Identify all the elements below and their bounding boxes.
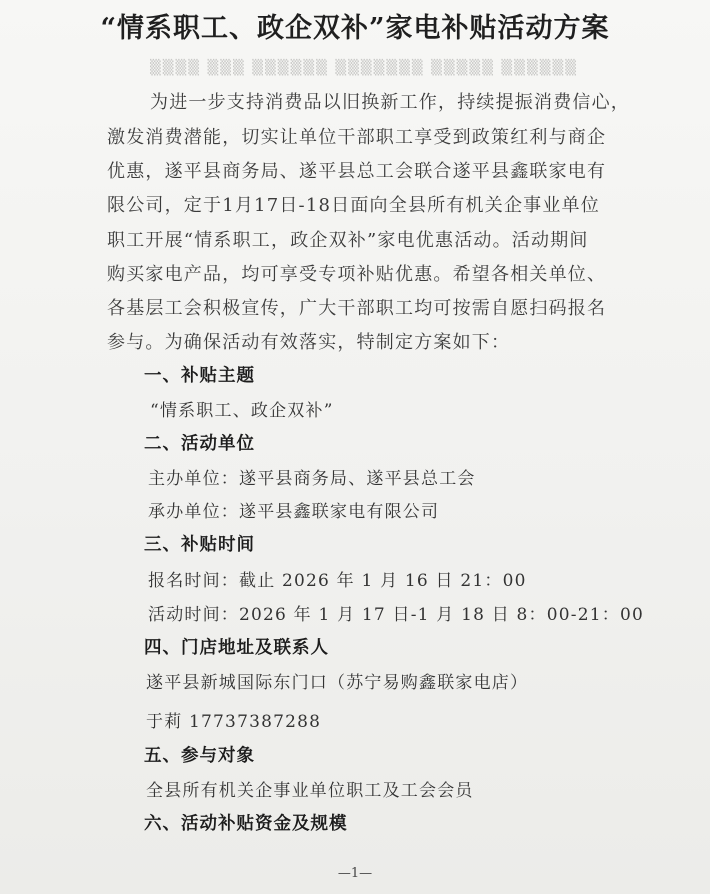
section-heading-6: 六、活动补贴资金及规模: [144, 814, 348, 834]
store-address-line: 遂平县新城国际东门口（苏宁易购鑫联家电店）: [146, 673, 529, 693]
registration-time-line: 报名时间：截止 2026 年 1 月 16 日 21：00: [148, 571, 527, 591]
intro-line-7: 各基层工会积极宣传，广大干部职工均可按需自愿扫码报名: [107, 298, 607, 319]
bleed-through-text: ▒▒▒▒ ▒▒▒ ▒▒▒▒▒▒ ▒▒▒▒▒▒▒ ▒▒▒▒▒ ▒▒▒▒▒▒: [150, 60, 579, 76]
intro-line-6: 购买家电产品，均可享受专项补贴优惠。希望各相关单位、: [107, 264, 607, 285]
section-heading-4: 四、门店地址及联系人: [144, 638, 329, 658]
intro-line-8: 参与。为确保活动有效落实，特制定方案如下：: [107, 332, 511, 353]
activity-time-line: 活动时间：2026 年 1 月 17 日-1 月 18 日 8：00-21：00: [148, 605, 644, 625]
section-1-line-1: “情系职工、政企双补”: [150, 401, 334, 421]
intro-line-4: 限公司，定于1月17日-18日面向全县所有机关企事业单位: [107, 195, 600, 216]
section-heading-1: 一、补贴主题: [144, 366, 255, 386]
intro-line-2: 激发消费潜能，切实让单位干部职工享受到政策红利与商企: [107, 127, 607, 148]
intro-line-5: 职工开展“情系职工，政企双补”家电优惠活动。活动期间: [107, 230, 589, 251]
intro-line-1: 为进一步支持消费品以旧换新工作，持续提振消费信心，: [150, 92, 630, 113]
section-heading-2: 二、活动单位: [144, 434, 255, 454]
section-heading-3: 三、补贴时间: [144, 535, 255, 555]
contact-person-line: 于莉 17737387288: [146, 712, 322, 732]
organizer-line: 主办单位：遂平县商务局、遂平县总工会: [148, 469, 476, 489]
co-organizer-line: 承办单位：遂平县鑫联家电有限公司: [148, 502, 440, 522]
participants-line: 全县所有机关企事业单位职工及工会会员: [146, 781, 474, 801]
intro-line-3: 优惠，遂平县商务局、遂平县总工会联合遂平县鑫联家电有: [107, 161, 607, 182]
document-title: “情系职工、政企双补”家电补贴活动方案: [100, 13, 610, 44]
section-heading-5: 五、参与对象: [144, 746, 255, 766]
page-number: —1—: [337, 866, 373, 881]
